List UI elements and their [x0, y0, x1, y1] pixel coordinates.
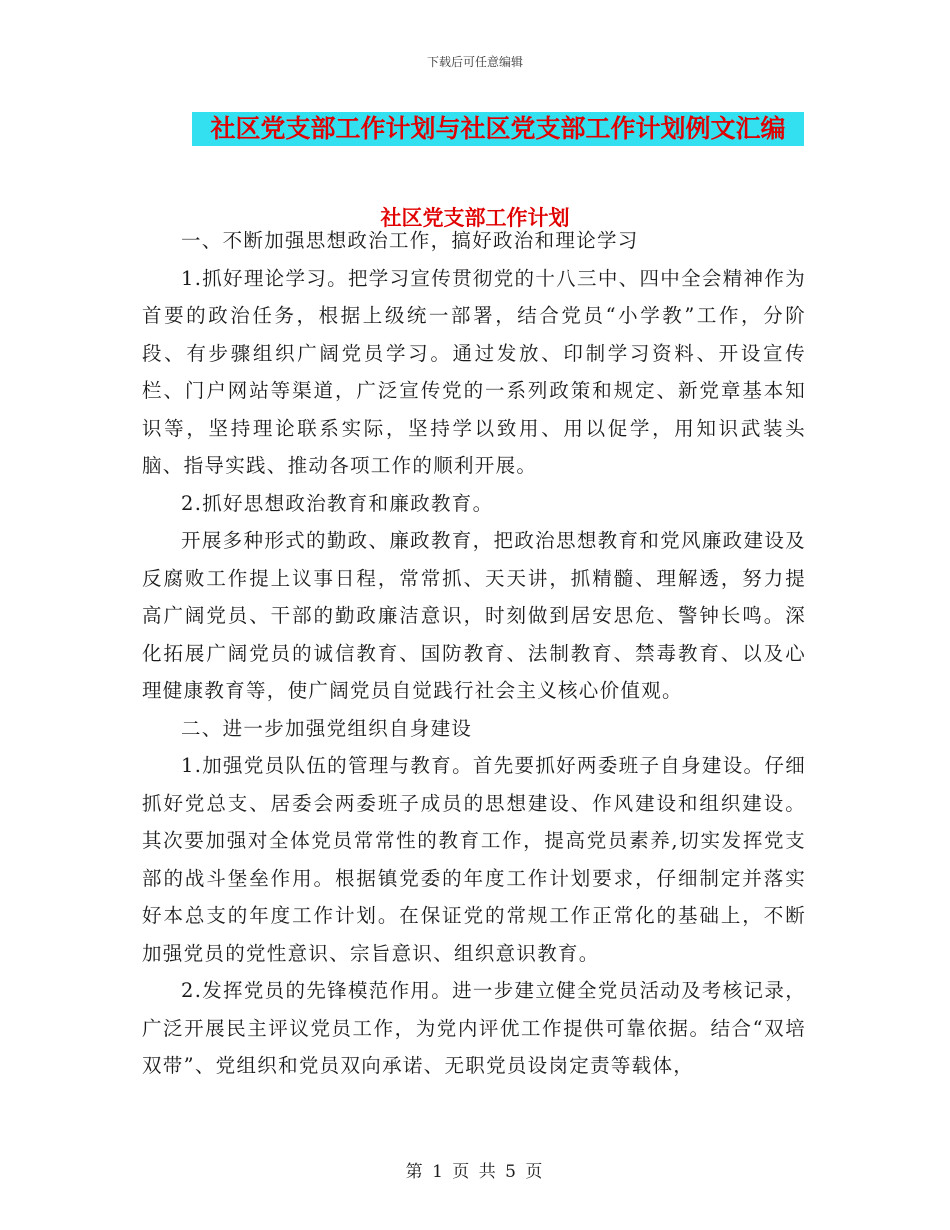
page-number: 第 1 页 共 5 页: [405, 1162, 545, 1182]
header-note: 下载后可任意编辑: [426, 55, 523, 69]
section-heading-1: 一、不断加强思想政治工作，搞好政治和理论学习: [181, 229, 639, 252]
section-heading-2: 二、进一步加强党组织自身建设: [181, 716, 473, 740]
document-title: 社区党支部工作计划与社区党支部工作计划例文汇编: [192, 112, 804, 146]
body-paragraph: 1.抓好理论学习。把学习宣传贯彻党的十八三中、四中全会精神作为首要的政治任务，根据上级统一部署，结合党员“小学教”工作，分阶段、有步骤组织广阔党员学习。通过发放、印制学习资料、开设宣传栏、门户网站等渠道，广泛宣传党的一系列政策和规定、新党章基本知识等，坚持理论联系实际，坚持学以致用、用以促学，用知识武装头脑、指导实践、推动各项工作的顺利开展。: [142, 266, 806, 477]
body-paragraph: 1.加强党员队伍的管理与教育。首先要抓好两委班子自身建设。仔细抓好党总支、居委会两委班子成员的思想建设、作风建设和组织建设。其次要加强对全体党员常常性的教育工作，提高党员素养,切实发挥党支部的战斗堡垒作用。根据镇党委的年度工作计划要求，仔细制定并落实好本总支的年度工作计划。在保证党的常规工作正常化的基础上，不断加强党员的党性意识、宗旨意识、组织意识教育。: [142, 754, 806, 965]
body-paragraph: 2.发挥党员的先锋模范作用。进一步建立健全党员活动及考核记录，广泛开展民主评议党员工作，为党内评优工作提供可靠依据。结合“双培双带”、党组织和党员双向承诺、无职党员设岗定责等载体，: [142, 979, 806, 1077]
section-title: 社区党支部工作计划: [380, 205, 570, 230]
document-body: [142, 222, 806, 1085]
body-paragraph: 2.抓好思想政治教育和廉政教育。: [181, 491, 494, 515]
body-paragraph: 开展多种形式的勤政、廉政教育，把政治思想教育和党风廉政建设及反腐败工作提上议事日程，常常抓、天天讲，抓精髓、理解透，努力提高广阔党员、干部的勤政廉洁意识，时刻做到居安思危、警钟长鸣。深化拓展广阔党员的诚信教育、国防教育、法制教育、禁毒教育、以及心理健康教育等，使广阔党员自觉践行社会主义核心价值观。: [142, 529, 806, 702]
